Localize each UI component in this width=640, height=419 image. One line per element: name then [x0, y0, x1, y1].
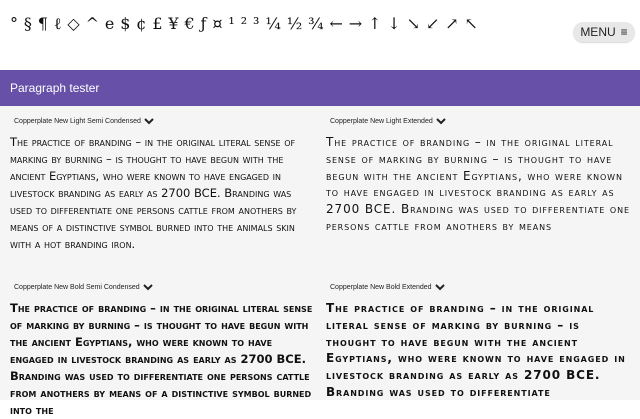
sample-paragraph[interactable]: The practice of branding – in the original literal sense of marking by burning – is thought to have begun with the ancient Egyptians, who were known to have engaged in livestock branding as early as 2700 BCE. Branding was used to differentiate	[326, 301, 626, 399]
sample-paragraph[interactable]: The practice of branding – in the original literal sense of marking by burning – is thought to have begun with the ancient Egyptians, who were known to have engaged in livestock branding as early as 2700 BCE. Branding was used to differentiate one persons cattle from anothers by means of a distinctive symbol burned into the animals skin with a hot branding iron.	[10, 135, 297, 251]
font-select[interactable]	[10, 280, 156, 294]
panel-header	[0, 70, 640, 106]
paragraph-tester	[0, 106, 640, 417]
tester-cell	[326, 114, 632, 274]
font-select[interactable]	[326, 114, 449, 128]
page-title: Paragraph tester	[10, 81, 100, 95]
sample-paragraph[interactable]: The practice of branding – in the original literal sense of marking by burning – is thought to have begun with the ancient Egyptians, who were known to have engaged in livestock branding as early as 2700 BCE. Branding was used to differentiate one persons cattle from anothers by means of a distinctive symbol burned into the	[10, 301, 313, 417]
font-select[interactable]	[326, 280, 448, 294]
font-select[interactable]	[10, 114, 157, 128]
menu-label: MENU	[580, 25, 616, 39]
tester-cell	[10, 280, 316, 417]
tester-cell	[10, 114, 310, 274]
tester-cell	[326, 280, 632, 400]
sample-paragraph[interactable]: The practice of branding – in the original literal sense of marking by burning – is thought to have begun with the ancient Egyptians, who were known to have engaged in livestock branding as early as 2700 BCE. Branding was used to differentiate one persons cattle from anothers by means	[326, 135, 630, 233]
hamburger-icon: ≡	[620, 25, 628, 39]
glyph-set: ° § ¶ ℓ ◇ ^ e $ ¢ £ ¥ € ƒ ¤ ¹ ² ³ ¼ ½ ¾ ← → ↑ ↓ ↘ ↙ ↗ ↖	[10, 14, 479, 33]
menu-button[interactable]	[573, 22, 635, 42]
